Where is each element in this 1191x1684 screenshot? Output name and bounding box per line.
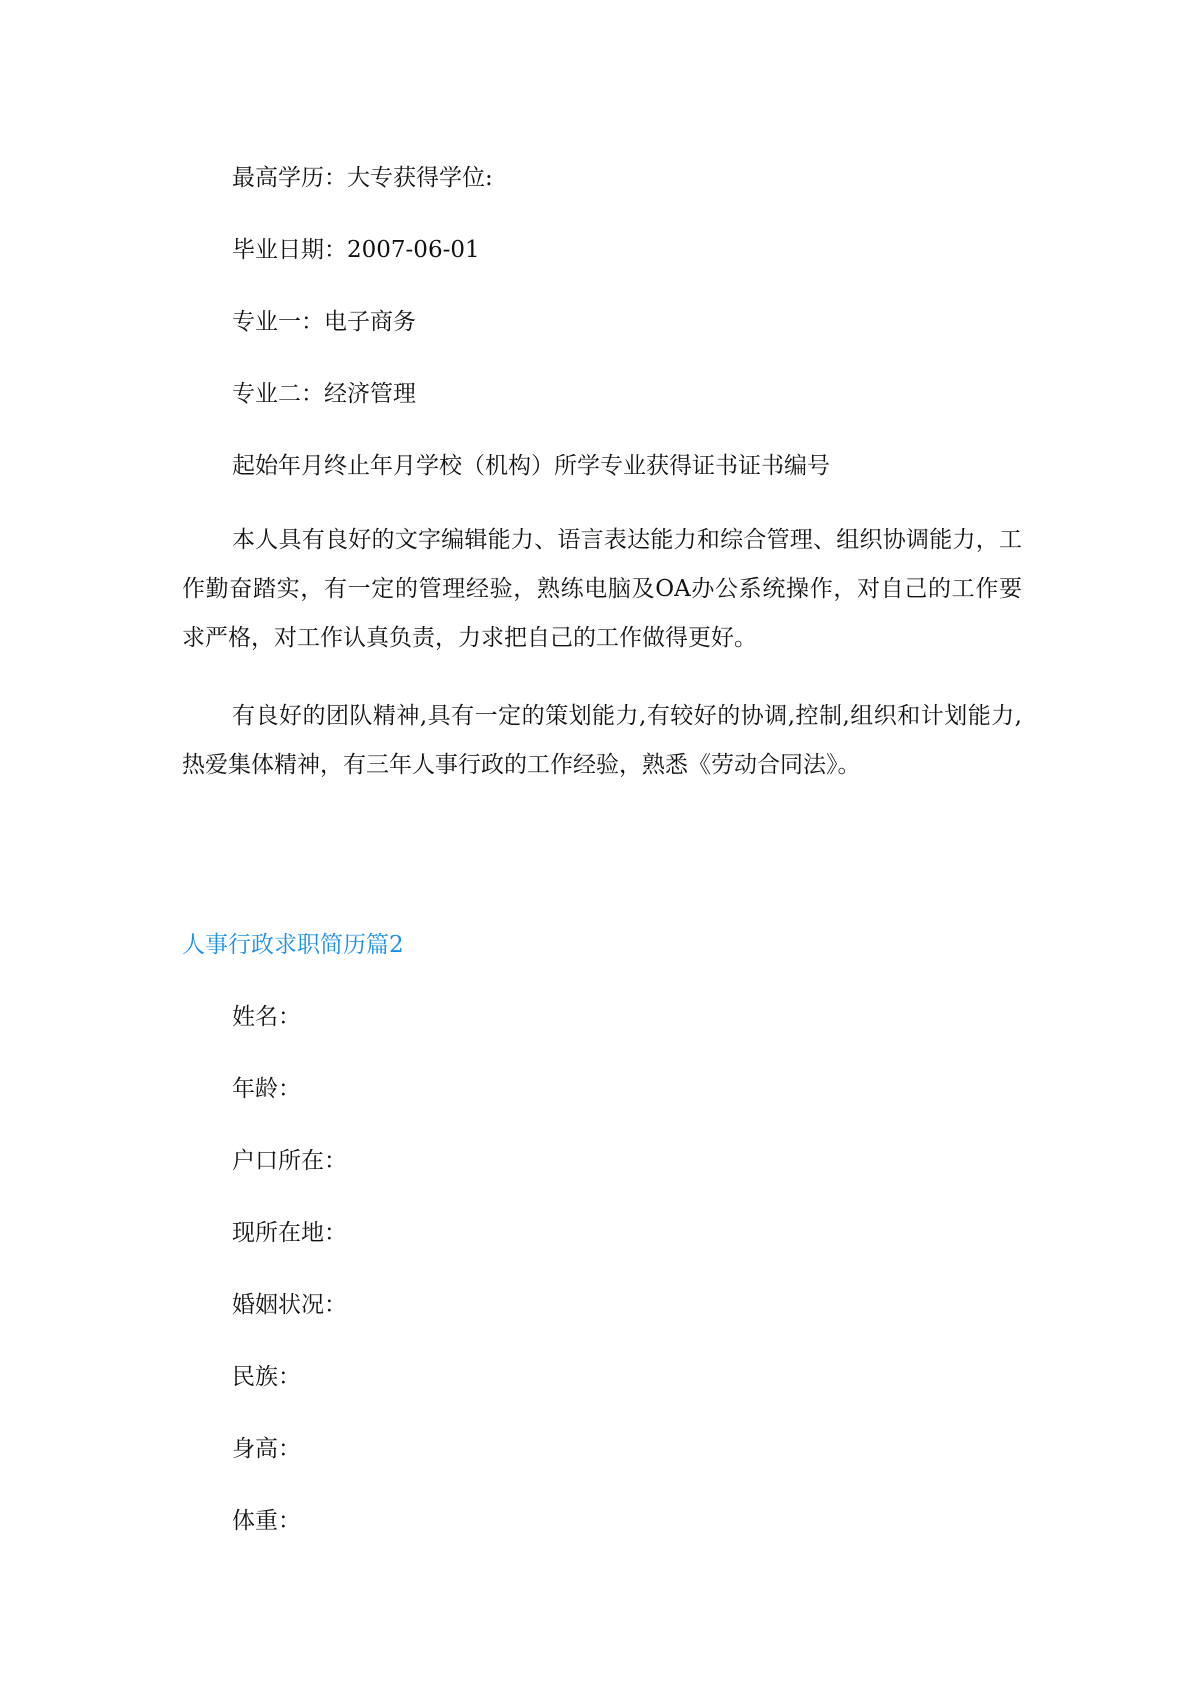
field-weight: 体重： bbox=[232, 1508, 301, 1534]
highest-education-line: 最高学历：大专获得学位: bbox=[232, 165, 493, 191]
field-ethnicity: 民族： bbox=[232, 1364, 301, 1390]
education-table-header-line: 起始年月终止年月学校（机构）所学专业获得证书证书编号 bbox=[232, 453, 830, 479]
major-two-line: 专业二：经济管理 bbox=[232, 381, 416, 407]
field-marital-status: 婚姻状况： bbox=[232, 1292, 347, 1318]
field-age: 年龄： bbox=[232, 1076, 301, 1102]
field-name: 姓名： bbox=[232, 1004, 301, 1030]
section-heading: 人事行政求职简历篇2 bbox=[182, 932, 404, 958]
self-evaluation-paragraph-2: 有良好的团队精神,具有一定的策划能力,有较好的协调,控制,组织和计划能力,热爱集体精神，有三年人事行政的工作经验，熟悉《劳动合同法》。 bbox=[182, 703, 1022, 778]
field-height: 身高： bbox=[232, 1436, 301, 1462]
field-current-location: 现所在地： bbox=[232, 1220, 347, 1246]
graduation-date-line: 毕业日期：2007-06-01 bbox=[232, 237, 480, 263]
major-one-line: 专业一：电子商务 bbox=[232, 309, 416, 335]
field-household-registration: 户口所在： bbox=[232, 1148, 347, 1174]
self-evaluation-paragraph-1: 本人具有良好的文字编辑能力、语言表达能力和综合管理、组织协调能力，工作勤奋踏实，有一定的管理经验，熟练电脑及OA办公系统操作，对自己的工作要求严格，对工作认真负责，力求把自己的工作做得更好。 bbox=[182, 527, 1022, 651]
